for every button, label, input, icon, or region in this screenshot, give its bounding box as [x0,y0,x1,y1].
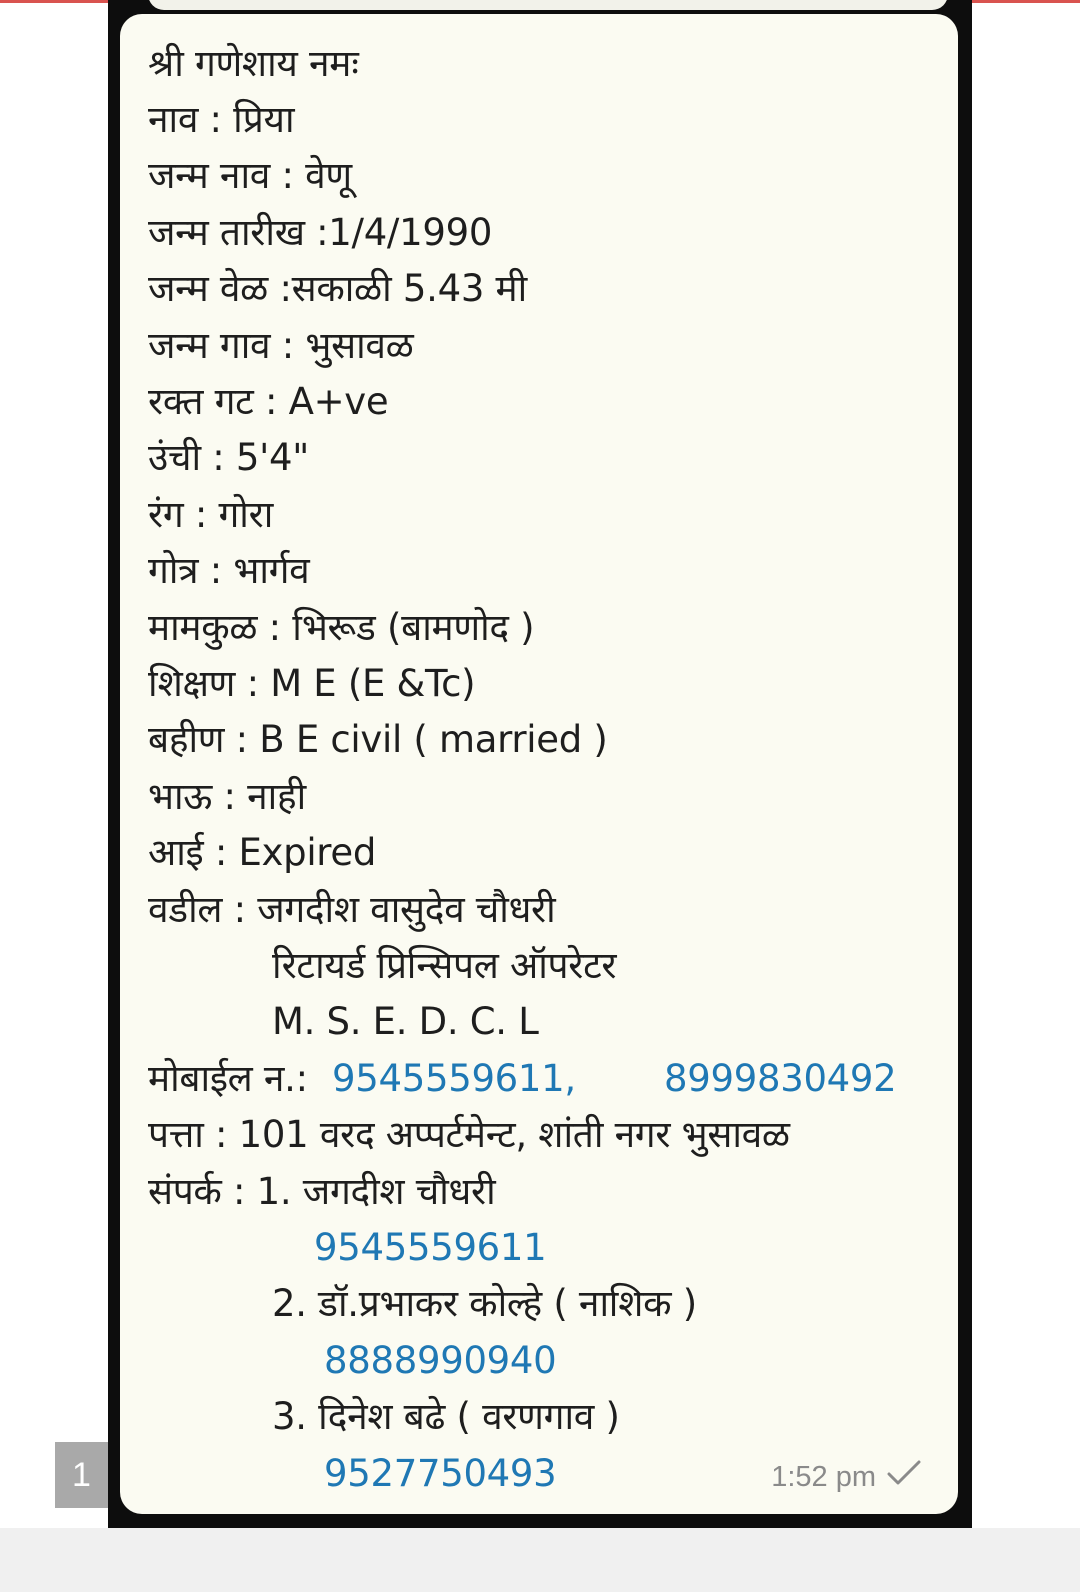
contact-3-line: 3. दिनेश बढे ( वरणगाव ) [272,1395,620,1438]
sister-line: बहीण : B E civil ( married ) [148,718,608,761]
birth-date-line: जन्म तारीख :1/4/1990 [148,211,493,254]
contact-2-line: 2. डॉ.प्रभाकर कोल्हे ( नाशिक ) [272,1282,697,1325]
birth-place-line: जन्म गाव : भुसावळ [148,324,414,367]
message-bubble[interactable] [120,14,958,1514]
message-timestamp: 1:52 pm [771,1461,876,1493]
bottom-band [0,1528,1080,1592]
contact-3-phone-link[interactable]: 9527750493 [324,1452,557,1495]
birth-name-line: जन्म नाव : वेणू [148,154,352,197]
mobile-label: मोबाईल न.: [148,1057,308,1100]
father-occupation-line: रिटायर्ड प्रिन्सिपल ऑपरेटर [272,944,617,987]
blood-group-line: रक्त गट : A+ve [148,380,389,423]
birth-time-line: जन्म वेळ :सकाळी 5.43 मी [148,267,527,310]
father-employer-line: M. S. E. D. C. L [272,1000,539,1043]
brother-line: भाऊ : नाही [148,775,306,818]
name-line: नाव : प्रिया [148,98,295,141]
address-line: पत्ता : 101 वरद अप्पर्टमेन्ट, शांती नगर भुसावळ [148,1113,790,1156]
gotra-line: गोत्र : भार्गव [148,549,310,592]
sent-check-icon [884,1458,924,1488]
education-line: शिक्षण : M E (E &Tc) [148,662,476,705]
mobile-number-1-link[interactable]: 9545559611, [332,1057,576,1100]
contact-2-phone-link[interactable]: 8888990940 [324,1339,557,1382]
contact-1-line: संपर्क : 1. जगदीश चौधरी [148,1170,496,1213]
maternal-family-line: मामकुळ : भिरूड (बामणोद ) [148,606,535,649]
father-line: वडील : जगदीश वासुदेव चौधरी [148,888,556,931]
mother-line: आई : Expired [148,831,377,874]
height-line: उंची : 5'4" [148,436,309,479]
chat-frame [108,14,972,1528]
contact-1-phone-link[interactable]: 9545559611 [314,1226,547,1269]
complexion-line: रंग : गोरा [148,493,273,536]
mobile-number-2-link[interactable]: 8999830492 [664,1057,897,1100]
previous-message-bubble-edge [148,0,948,10]
page-indicator-badge: 1 [55,1442,108,1508]
greeting-line: श्री गणेशाय नमः [148,42,359,85]
